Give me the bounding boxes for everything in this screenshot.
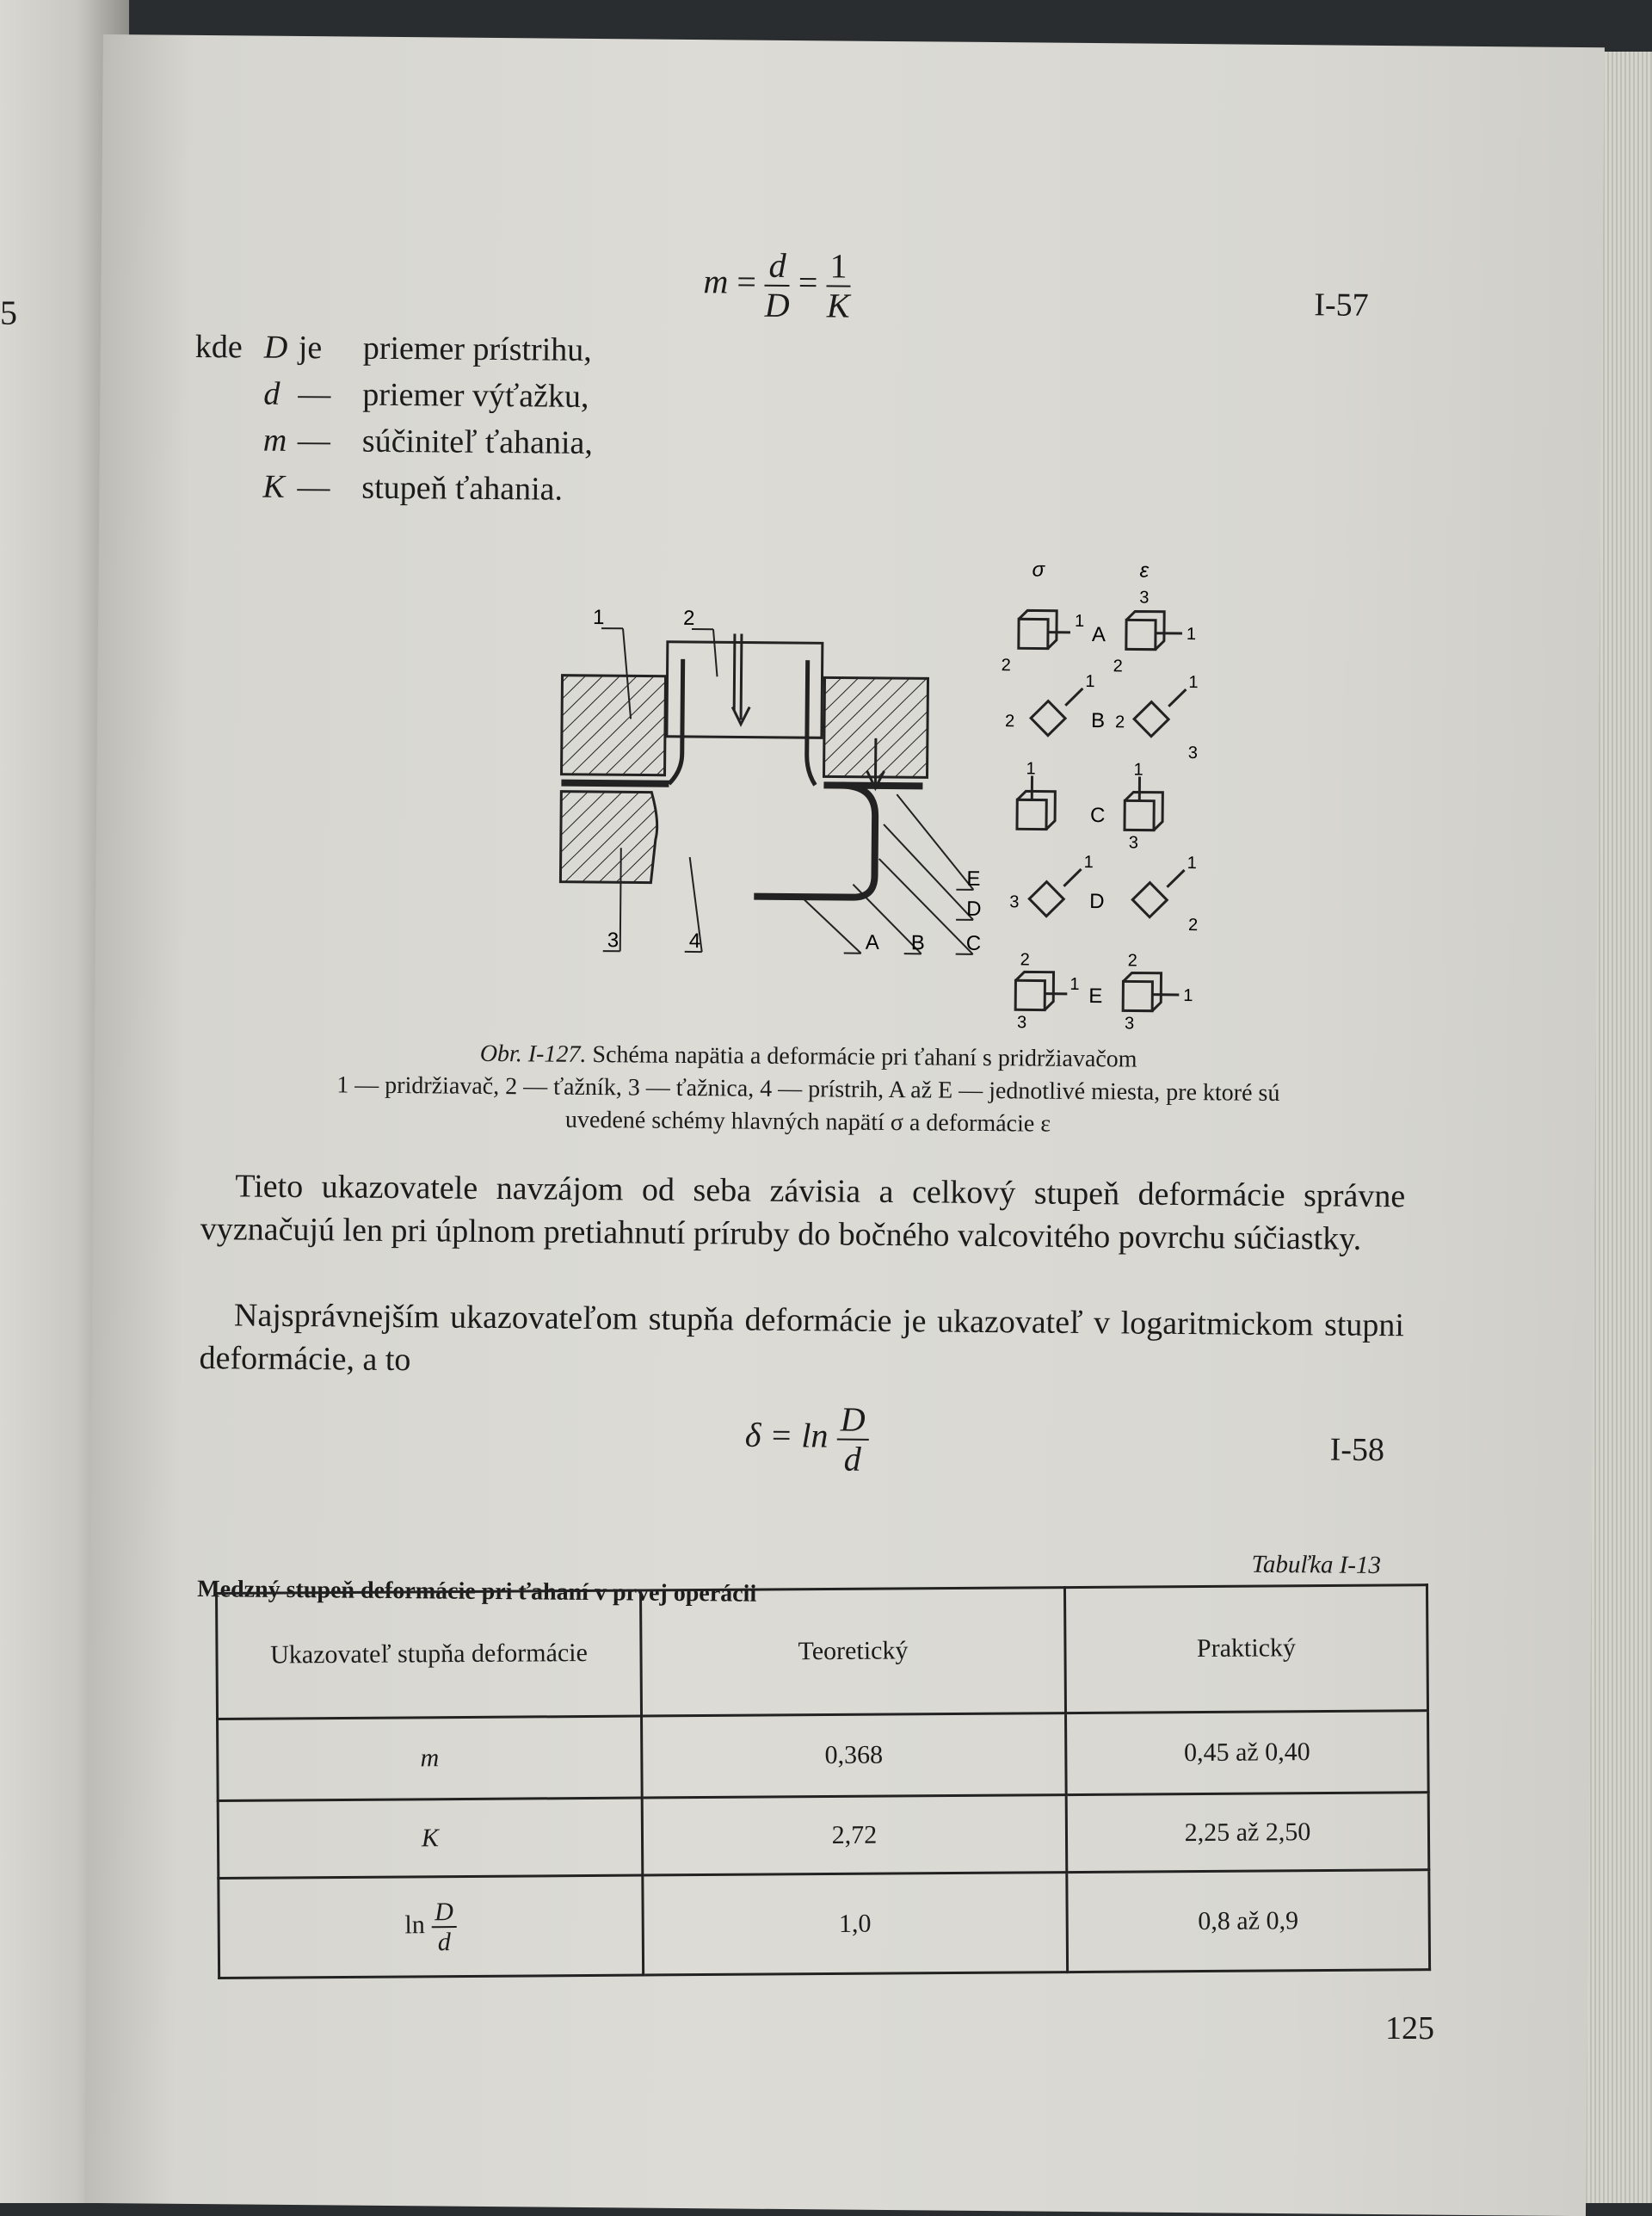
definition-sep: — [297, 464, 330, 510]
axis-number-1: 1 [1075, 612, 1084, 631]
die-left [560, 792, 657, 883]
definition-list [194, 324, 195, 509]
punch-force-arrow [732, 633, 750, 724]
axis-number-1: 1 [1026, 759, 1035, 778]
formula-lhs: m [703, 262, 728, 300]
table-cell-indicator [218, 1716, 643, 1801]
definition-text: priemer výťažku, [362, 372, 589, 420]
definition-symbol: d [263, 371, 280, 417]
row-label-d: D [1089, 890, 1105, 913]
indicator-symbol: m [420, 1744, 439, 1772]
axis-number-1: 1 [1187, 854, 1197, 873]
table-cell-theoretical: 2,72 [642, 1795, 1067, 1876]
table-header-row [217, 1585, 1428, 1719]
axis-number-1: 1 [1133, 760, 1143, 779]
axis-number-3: 3 [1009, 892, 1019, 911]
axis-number-3: 3 [1129, 833, 1138, 852]
definition-text: priemer prístrihu, [363, 325, 592, 373]
table-label: Tabuľka I-13 [1251, 1551, 1381, 1580]
axis-number-1: 1 [1085, 672, 1094, 691]
indicator-fraction [431, 1898, 457, 1956]
table-cell-practical: 0,8 až 0,9 [1067, 1870, 1430, 1972]
row-label-b: B [1091, 709, 1105, 732]
equation-number-i57: I-57 [1314, 286, 1369, 324]
table-header: Praktický [1064, 1585, 1427, 1713]
table-cell-theoretical: 0,368 [642, 1713, 1067, 1798]
point-label-b: B [911, 931, 925, 954]
axis-number-1: 1 [1084, 853, 1094, 872]
table-row [218, 1793, 1429, 1879]
fraction-den: d [844, 1440, 861, 1478]
formula-eq: = [798, 262, 818, 301]
figure-drawing-scheme [439, 545, 1304, 1034]
caption-legend-2: uvedené schémy hlavných napätí σ a deformácie ε [163, 1101, 1453, 1145]
fraction-num: 1 [826, 247, 850, 287]
indicator-prefix: ln [404, 1910, 425, 1939]
figure-caption [163, 1035, 1454, 1145]
caption-legend: 1 — pridržiavač, 2 — ťažník, 3 — ťažnica, 4 — prístrih, A až E — jednotlivé miesta, pre ktoré sú [163, 1068, 1453, 1112]
table-header: Ukazovateľ stupňa deformácie [217, 1590, 642, 1719]
axis-number-1: 1 [1069, 975, 1079, 994]
axis-number-2: 2 [1115, 713, 1125, 731]
equation-number-i58: I-58 [1330, 1431, 1385, 1470]
table-cell-practical: 2,25 až 2,50 [1066, 1793, 1429, 1873]
axis-number-1: 1 [1183, 986, 1193, 1005]
definition-prefix: kde [195, 324, 243, 370]
axis-number-3: 3 [1125, 1014, 1134, 1033]
formula-i58 [744, 1400, 868, 1478]
row-label-e: E [1088, 985, 1102, 1008]
axis-number-2: 2 [1128, 951, 1137, 970]
table-cell-practical: 0,45 až 0,40 [1066, 1710, 1429, 1794]
formula-i57 [703, 246, 851, 324]
axis-number-1: 1 [1188, 673, 1198, 692]
indicator-symbol: K [422, 1824, 439, 1852]
drawn-cup-bottom [754, 785, 875, 898]
fraction-den: K [827, 286, 850, 324]
part-number-1: 1 [593, 606, 605, 629]
figure-svg [439, 545, 1304, 1034]
definition-symbol: D [264, 324, 288, 371]
axis-number-2: 2 [1113, 657, 1123, 676]
fraction-d-over-D [765, 247, 791, 324]
definition-sep: je [299, 324, 323, 371]
formula-eq: = [737, 262, 756, 301]
part-number-2: 2 [683, 607, 695, 630]
definition-sep: — [298, 371, 330, 417]
paragraph-2-text: Najsprávnejším ukazovateľom stupňa deformácie je ukazovateľ v logaritmickom stupni deformácie, a to [199, 1297, 1404, 1378]
axis-number-1: 1 [1187, 625, 1196, 644]
table-row [218, 1710, 1429, 1800]
axis-number-3: 3 [1017, 1013, 1026, 1032]
margin-mark: 5 [0, 293, 17, 333]
table-cell-indicator [218, 1798, 643, 1879]
formula-lhs: δ = ln [745, 1416, 829, 1455]
paragraph-1 [200, 1164, 1406, 1261]
row-label-c: C [1090, 804, 1106, 827]
definition-text: súčiniteľ ťahania, [362, 418, 593, 466]
row-label-a: A [1092, 623, 1106, 646]
punch [667, 642, 823, 738]
part-number-3: 3 [607, 929, 620, 952]
fraction-den: D [765, 286, 790, 324]
point-label-d: D [966, 898, 982, 921]
deformation-table [215, 1583, 1431, 1979]
sheet-blank [561, 783, 922, 787]
paragraph-1-text: Tieto ukazovatele navzájom od seba závisia a celkový stupeň deformácie správne vyznačujú len pri úplnom pretiahnutí príruby do bočného valcovitého povrchu súčiastky. [200, 1168, 1406, 1256]
definition-sep: — [298, 417, 330, 464]
axis-number-2: 2 [1002, 656, 1011, 675]
table-row [219, 1870, 1430, 1978]
point-label-a: A [866, 931, 879, 954]
fraction-D-over-d [836, 1401, 869, 1478]
caption-title: Schéma napätia a deformácie pri ťahaní s pridržiavačom [592, 1041, 1137, 1073]
blank-holder-left [562, 676, 666, 775]
paragraph-2 [199, 1293, 1404, 1390]
column-header-sigma: σ [1032, 558, 1045, 581]
fraction-num: d [768, 246, 786, 285]
point-label-c: C [966, 932, 982, 955]
definition-symbol: K [262, 464, 285, 510]
definition-symbol: m [263, 417, 287, 464]
fraction-num: D [840, 1400, 865, 1439]
column-header-epsilon: ε [1139, 559, 1149, 583]
fraction-num: D [435, 1898, 453, 1926]
part-number-4: 4 [689, 929, 701, 953]
axis-number-2: 2 [1005, 712, 1014, 731]
table-cell-indicator [219, 1875, 644, 1978]
table-title: Medzný stupeň deformácie pri ťahaní v prvej operácii [197, 1576, 756, 1608]
fraction-1-over-K [826, 247, 851, 324]
caption-label: Obr. I-127. [480, 1040, 587, 1068]
table-header: Teoretický [640, 1588, 1065, 1716]
table-cell-theoretical: 1,0 [643, 1873, 1068, 1975]
axis-number-3: 3 [1139, 589, 1149, 608]
fraction-den: d [438, 1928, 451, 1956]
definition-text: stupeň ťahania. [361, 465, 563, 513]
axis-number-3: 3 [1188, 744, 1198, 762]
page-number: 125 [1385, 2009, 1434, 2047]
axis-number-2: 2 [1020, 950, 1030, 969]
axis-number-2: 2 [1188, 916, 1198, 935]
point-label-e: E [966, 867, 980, 891]
